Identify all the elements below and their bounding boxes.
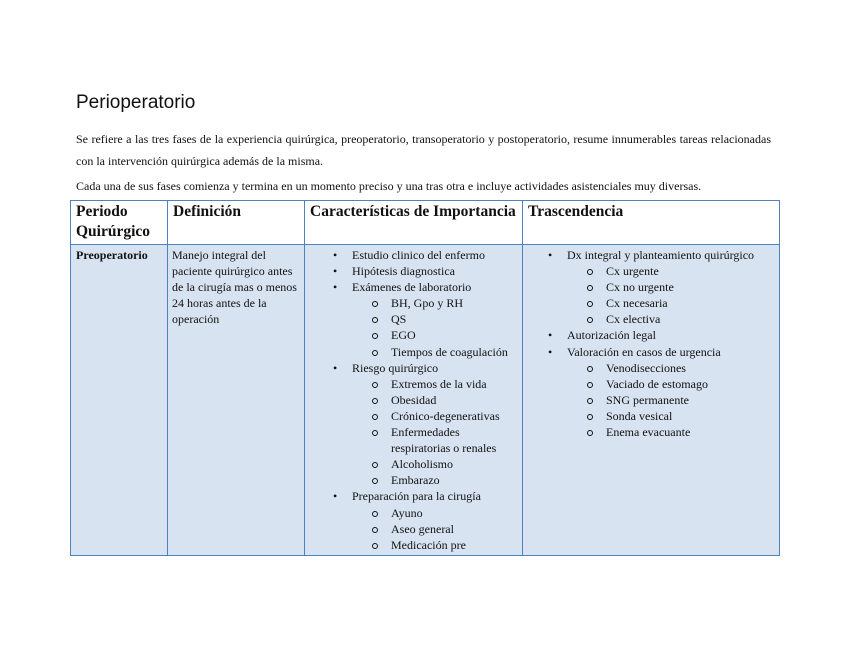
sub-list-item: Cx necesaria xyxy=(567,295,775,311)
list-item xyxy=(309,279,518,359)
list-item xyxy=(309,360,518,489)
list-item xyxy=(309,488,518,552)
intro-paragraph: Se refiere a las tres fases de la experiencia quirúrgica, preoperatorio, transoperatorio y postoperatorio, resume innumerables tareas relacionadas con la intervención quirúrgica además de la misma. xyxy=(76,132,771,168)
list-item xyxy=(527,327,775,343)
transcendence-list xyxy=(527,247,775,440)
sub-list-item: Sonda vesical xyxy=(567,408,775,424)
sub-list-item: Medicación pre xyxy=(352,537,518,553)
sub-list xyxy=(567,263,775,327)
list-item-label: Exámenes de laboratorio xyxy=(352,280,472,295)
list-item-label: Preparación para la cirugía xyxy=(352,489,481,504)
sub-list-item: Vaciado de estomago xyxy=(567,376,775,392)
characteristics-list xyxy=(309,247,518,553)
header-transcendence: Trascendencia xyxy=(523,201,780,245)
list-item-label: Riesgo quirúrgico xyxy=(352,360,439,375)
list-item xyxy=(309,247,518,263)
sub-list-item: Crónico-degenerativas xyxy=(352,408,518,424)
sub-list-item: Cx no urgente xyxy=(567,279,775,295)
table-header-row xyxy=(71,201,780,245)
sub-list xyxy=(352,295,518,359)
list-item xyxy=(309,263,518,279)
list-item-label: Autorización legal xyxy=(567,328,656,343)
sub-list-item: Venodisecciones xyxy=(567,360,775,376)
sub-list-item: Cx urgente xyxy=(567,263,775,279)
list-item xyxy=(527,247,775,327)
phases-paragraph: Cada una de sus fases comienza y termina en un momento preciso y una tras otra e incluye actividades asistenciales muy diversas. xyxy=(76,179,702,193)
list-item-label: Estudio clinico del enfermo xyxy=(352,248,485,262)
sub-list xyxy=(352,505,518,553)
sub-list-item: QS xyxy=(352,311,518,327)
list-item-label: Hipótesis diagnostica xyxy=(352,264,455,279)
sub-list-item: Ayuno xyxy=(352,505,518,521)
sub-list-item: Enema evacuante xyxy=(567,424,775,440)
sub-list xyxy=(567,360,775,440)
cell-characteristics xyxy=(305,245,523,556)
sub-list-item: Cx electiva xyxy=(567,311,775,327)
list-item-label: Valoración en casos de urgencia xyxy=(567,344,721,359)
sub-list xyxy=(352,376,518,489)
sub-list-item: Embarazo xyxy=(352,472,518,488)
cell-transcendence xyxy=(523,245,780,556)
sub-list-item: EGO xyxy=(352,327,518,343)
sub-list-item: Extremos de la vida xyxy=(352,376,518,392)
sub-list-item: Obesidad xyxy=(352,392,518,408)
header-period: Periodo Quirúrgico xyxy=(71,201,168,245)
sub-list-item: Aseo general xyxy=(352,521,518,537)
cell-period: Preoperatorio xyxy=(71,245,168,556)
sub-list-item: Enfermedades respiratorias o renales xyxy=(352,424,518,456)
header-definition: Definición xyxy=(168,201,305,245)
sub-list-item: SNG permanente xyxy=(567,392,775,408)
table-row xyxy=(71,245,780,556)
sub-list-item: BH, Gpo y RH xyxy=(352,295,518,311)
sub-list-item: Tiempos de coagulación xyxy=(352,344,518,360)
cell-definition: Manejo integral del paciente quirúrgico antes de la cirugía mas o menos 24 horas antes de la operación xyxy=(168,245,305,556)
page-title: Perioperatorio xyxy=(76,92,196,113)
perioperative-table xyxy=(70,200,780,556)
header-characteristics: Características de Importancia xyxy=(305,201,523,245)
sub-list-item: Alcoholismo xyxy=(352,456,518,472)
list-item xyxy=(527,344,775,441)
list-item-label: Dx integral y planteamiento quirúrgico xyxy=(567,248,755,262)
